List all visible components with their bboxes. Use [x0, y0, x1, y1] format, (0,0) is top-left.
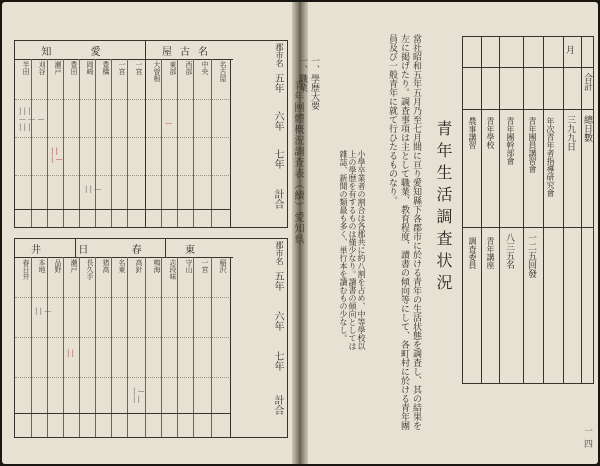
- bottom-col-8: 鳴海: [153, 259, 161, 273]
- index-row-4: 八三五名: [504, 233, 514, 269]
- index-col-3: 青年學校: [486, 117, 495, 149]
- top-col-4: 岡崎: [86, 61, 94, 75]
- bottom-row-3: 計合: [272, 395, 283, 415]
- top-table: [14, 40, 288, 228]
- index-col-4: 農事講習: [468, 117, 477, 149]
- top-col-10: 西部: [185, 61, 193, 75]
- top-row-1: 六年: [272, 111, 283, 131]
- bottom-col-2: 品野: [54, 259, 62, 273]
- bottom-table: [14, 238, 288, 438]
- top-col-9: 東部: [169, 61, 177, 75]
- index-table: [462, 36, 594, 384]
- body-paragraph: 當社昭和五年五月乃至七月間に亘り愛知縣下各郡市に於ける青年の生活状態を調査し、其の結果を左に掲げたり。調査事項は主として職業、教育程度、讀書の傾向等にして、各町村に於ける青年團員及び一般青年に就て行ひたるものなり。: [387, 34, 421, 430]
- index-col-5: 青年講座: [486, 237, 495, 269]
- bottom-col-3: 瀬戸: [70, 259, 78, 273]
- bottom-table-header-left: 井: [15, 239, 76, 258]
- top-row-header: 郡市名: [275, 43, 284, 67]
- bottom-row-0: 五年: [272, 271, 283, 291]
- bottom-col-4: 長久手: [86, 259, 94, 280]
- top-col-6: 一宮: [118, 61, 126, 75]
- bottom-table-header-right: 東: [165, 239, 233, 258]
- top-col-3: 豊田: [70, 61, 78, 75]
- index-col-0: 年次青年者指導研究會: [546, 117, 555, 197]
- bottom-table-row-labels: [230, 241, 287, 437]
- top-col-12: 名古屋: [219, 61, 227, 82]
- index-title: 月: [564, 45, 574, 54]
- top-table-row-labels: [230, 43, 287, 227]
- notes-text: 小學卒業者の割合は各郡共に約八割を占め、中等學校以上の學歴を有するものは僅少なり。讀書の傾向としては雜誌、新聞の類最も多く、単行本を讀むもの少なし。: [339, 150, 366, 350]
- index-col-1: 青年團員講習會: [528, 117, 537, 173]
- bottom-col-11: 一宮: [201, 259, 209, 273]
- top-table-header-left: 知 愛: [15, 41, 146, 60]
- index-row-3: 一二五回發: [526, 233, 536, 278]
- top-row-3: 計合: [272, 189, 283, 209]
- list-item-0: 一、學歴大要: [309, 56, 319, 110]
- bottom-table-header-mid: 日 春: [75, 239, 166, 258]
- bottom-col-7: 高針: [135, 259, 143, 273]
- top-row-0: 五年: [272, 73, 283, 93]
- bottom-col-6: 名東: [118, 259, 126, 273]
- bottom-col-9: 志段味: [169, 259, 177, 280]
- section-heading: 青年生活調査状況: [434, 120, 453, 296]
- top-col-1: 刈谷: [38, 61, 46, 75]
- bottom-col-1: 本地: [38, 259, 46, 273]
- top-col-11: 中央: [201, 61, 209, 75]
- bottom-row-2: 七年: [272, 351, 283, 371]
- index-row-1: 總日數: [582, 115, 592, 142]
- list-item-1: 一、職業: [297, 56, 307, 92]
- top-col-7: 一宮: [135, 61, 143, 75]
- bottom-col-10: 守山: [185, 259, 193, 273]
- top-col-0: 半田: [22, 61, 30, 75]
- bottom-row-1: 六年: [272, 311, 283, 331]
- bottom-col-5: 猪高: [102, 259, 110, 273]
- spine-title: 青年團體概況調査表（續）愛知県: [292, 80, 303, 245]
- bottom-table-grid: 春日井 本地 品野 瀬戸 長久手 猪高 名東 高針 鳴海 志段味 守山 一宮 稲沢 | | — | | | — | |: [15, 257, 231, 437]
- top-col-5: 豊橋: [102, 61, 110, 75]
- top-table-header-mid: 屋古名: [145, 41, 233, 60]
- top-row-2: 七年: [272, 149, 283, 169]
- index-row-2: 三九九日: [565, 115, 575, 151]
- top-col-2: 瀬戸: [54, 61, 62, 75]
- index-col-6: 調査委員: [468, 237, 477, 269]
- page-number: 一四: [584, 427, 594, 450]
- top-table-grid: 半田 刈谷 瀬戸 豊田 岡崎 豊橋 一宮 一宮 大曽根 東部 西部 中央 名古屋 | | | — — — | | | | | | — | | — —: [15, 59, 231, 227]
- top-col-8: 大曽根: [153, 61, 161, 82]
- bottom-col-12: 稲沢: [219, 259, 227, 273]
- index-row-0: 合計: [582, 73, 592, 91]
- bottom-row-header: 郡市名: [275, 241, 284, 265]
- bottom-col-0: 春日井: [22, 259, 30, 280]
- index-col-2: 青年團幹部會: [506, 117, 515, 165]
